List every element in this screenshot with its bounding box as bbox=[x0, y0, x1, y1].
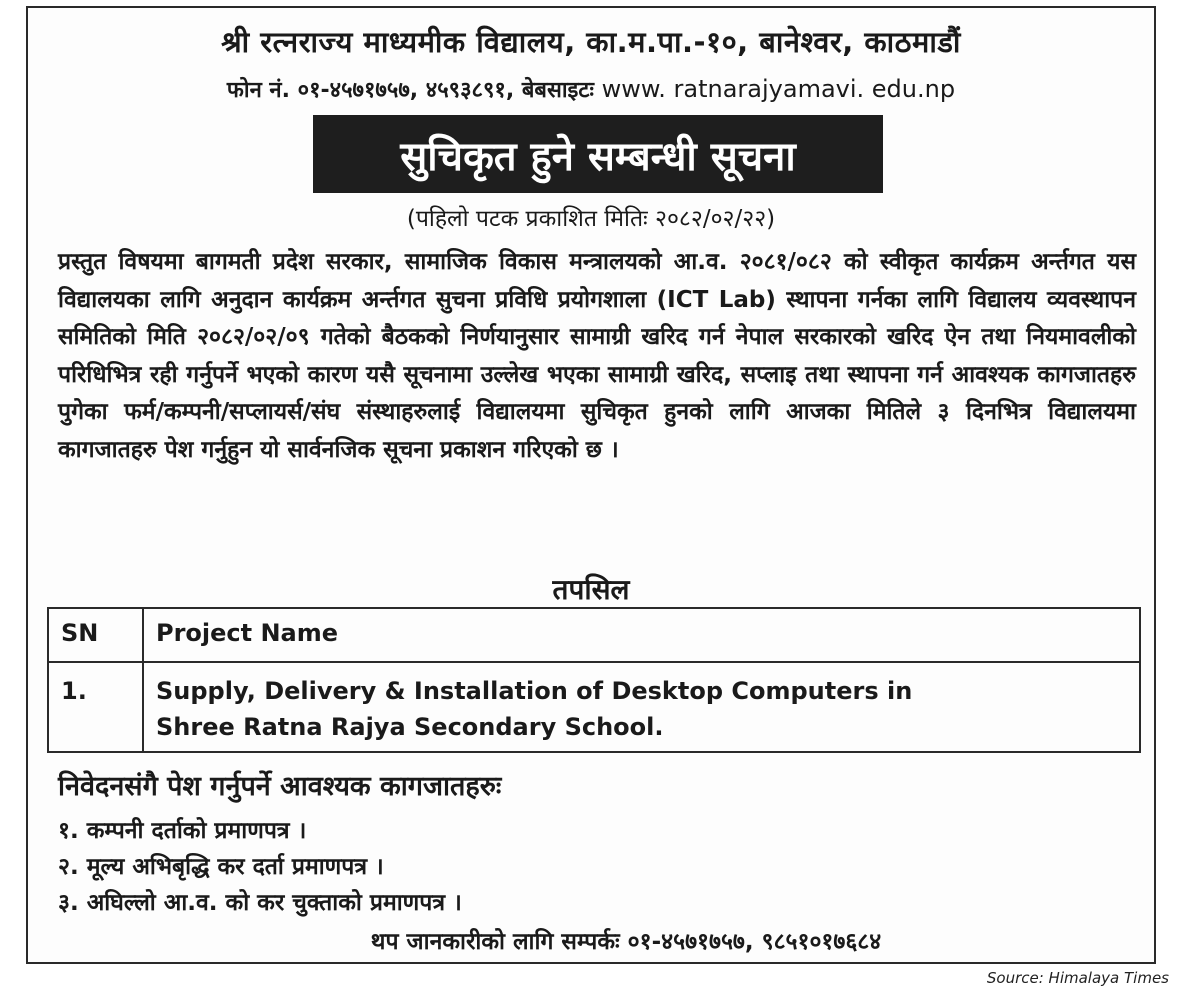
row-project-name bbox=[143, 662, 1140, 752]
notice-document bbox=[26, 6, 1156, 964]
project-name-line-1: Supply, Delivery & Installation of Desktop Computers in bbox=[156, 677, 913, 705]
notice-title: सुचिकृत हुने सम्बन्धी सूचना bbox=[313, 115, 883, 193]
required-documents-heading: निवेदनसंगै पेश गर्नुपर्ने आवश्यक कागजातहरुः bbox=[58, 771, 502, 802]
project-name-line-2: Shree Ratna Rajya Secondary School. bbox=[156, 713, 664, 741]
phone-numbers: फोन नं. ०१-४५७१७५७, ४५९३८९१, बेबसाइटः bbox=[226, 78, 594, 103]
list-item: २. मूल्य अभिबृद्धि कर दर्ता प्रमाणपत्र । bbox=[58, 854, 384, 880]
column-header-sn: SN bbox=[48, 608, 143, 662]
required-documents-list bbox=[58, 813, 462, 921]
notice-body: प्रस्तुत विषयमा बागमती प्रदेश सरकार, सामाजिक विकास मन्त्रालयको आ.व. २०८१/०८२ को स्वीकृत कार्यक्रम अर्न्तगत यस विद्यालयका लागि अनुदान कार्यक्रम अर्न्तगत सुचना प्रविधि प्रयोगशाला (ICT Lab) स्थापना गर्नका लागि विद्यालय व्यवस्थापन समितिको मिति २०८२/०२/०९ गतेको बैठकको निर्णयानुसार सामाग्री खरिद गर्न नेपाल सरकारको खरिद ऐन तथा नियमावलीको परिधिभित्र रही गर्नुपर्ने भएको कारण यसै सूचनामा उल्लेख भएका सामाग्री खरिद, सप्लाइ तथा स्थापना गर्न आवश्यक कागजातहरु पुगेका फर्म/कम्पनी/सप्लायर्स/संघ संस्थाहरुलाई विद्यालयमा सुचिकृत हुनको लागि आजका मितिले ३ दिनभित्र विद्यालयमा कागजातहरु पेश गर्नुहुन यो सार्वनजिक सूचना प्रकाशन गरिएको छ । bbox=[58, 249, 1136, 463]
contact-line bbox=[28, 74, 1154, 104]
table-header-row bbox=[48, 608, 1140, 662]
list-item: १. कम्पनी दर्ताको प्रमाणपत्र । bbox=[58, 818, 307, 844]
column-header-project-name: Project Name bbox=[143, 608, 1140, 662]
school-name: श्री रत्नराज्य माध्यमीक विद्यालय, का.म.पा.-१०, बानेश्वर, काठमाडौं bbox=[221, 25, 961, 59]
table-row bbox=[48, 662, 1140, 752]
details-heading: तपसिल bbox=[552, 573, 630, 606]
project-table bbox=[47, 607, 1141, 753]
row-sn: 1. bbox=[48, 662, 143, 752]
list-item: ३. अघिल्लो आ.व. को कर चुक्ताको प्रमाणपत्र । bbox=[58, 890, 462, 916]
source-credit: Source: Himalaya Times bbox=[986, 969, 1169, 987]
publication-date: (पहिलो पटक प्रकाशित मितिः २०८२/०२/२२) bbox=[406, 206, 776, 232]
footer-contact: थप जानकारीको लागि सम्पर्कः ०१-४५७१७५७, ९८५१०१७६८४ bbox=[370, 929, 882, 955]
website-link[interactable]: www. ratnarajyamavi. edu.np bbox=[601, 75, 956, 103]
